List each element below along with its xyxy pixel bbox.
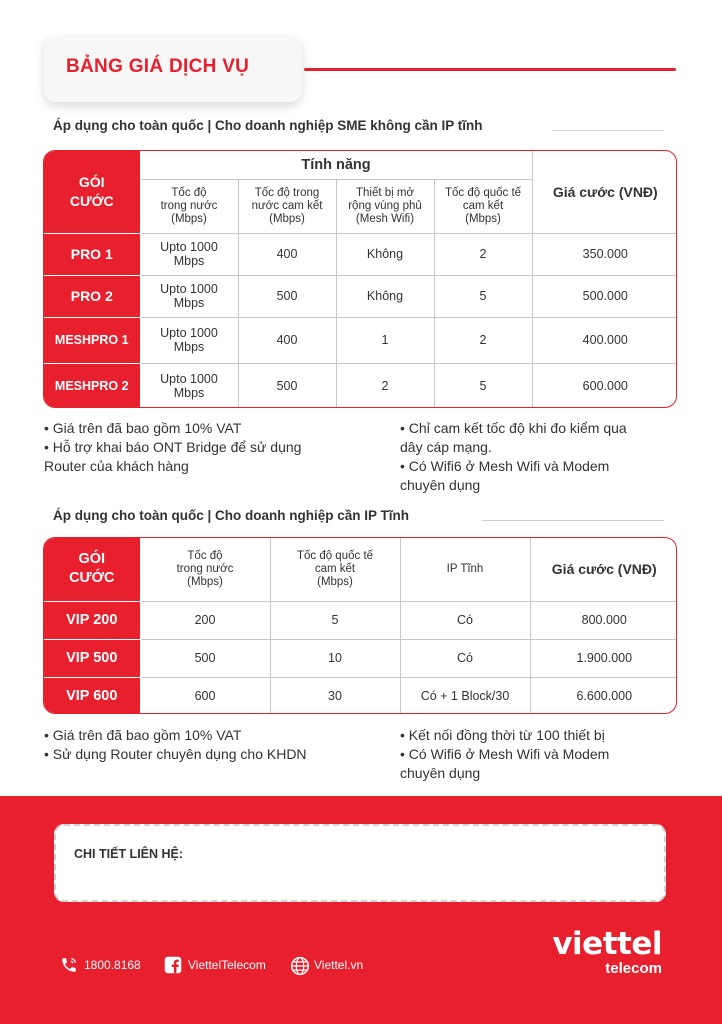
section1-heading: Áp dụng cho toàn quốc | Cho doanh nghiệp SME không cần IP tĩnh <box>53 118 483 133</box>
contact-website[interactable] <box>290 956 363 974</box>
contact-phone[interactable] <box>60 956 141 974</box>
table-cell: 2 <box>434 233 532 275</box>
phone-number: 1800.8168 <box>84 958 141 972</box>
note-item: • Có Wifi6 ở Mesh Wifi và Modem <box>400 458 610 474</box>
table-cell: 2 <box>336 363 434 408</box>
footer <box>0 796 722 1024</box>
price-cell: 350.000 <box>532 233 677 275</box>
table-cell: 5 <box>434 363 532 408</box>
package-name: PRO 1 <box>44 233 140 275</box>
table-cell: 200 <box>140 601 270 639</box>
price-cell: 800.000 <box>530 601 677 639</box>
table-row <box>44 317 677 363</box>
table-cell: Có <box>400 601 530 639</box>
table-cell: 5 <box>270 601 400 639</box>
title-card <box>44 36 302 102</box>
package-name: VIP 600 <box>44 677 140 714</box>
facebook-page: ViettelTelecom <box>188 958 266 972</box>
price-cell: 6.600.000 <box>530 677 677 714</box>
table-cell: 400 <box>238 317 336 363</box>
section1-notes-left <box>44 419 301 476</box>
column-header: Tốc độ trong nước (Mbps) <box>140 179 238 233</box>
note-item: • Sử dụng Router chuyên dụng cho KHDN <box>44 746 307 762</box>
package-name: PRO 2 <box>44 275 140 317</box>
package-header: GÓI CƯỚC <box>44 538 140 601</box>
table-cell: 2 <box>434 317 532 363</box>
section2-notes-left <box>44 726 307 764</box>
note-item: • Chỉ cam kết tốc độ khi đo kiểm qua <box>400 420 627 436</box>
table-cell: Upto 1000 Mbps <box>140 275 238 317</box>
facebook-icon <box>164 956 182 974</box>
table-cell: 500 <box>238 363 336 408</box>
page-title: BẢNG GIÁ DỊCH VỤ <box>66 56 250 77</box>
column-header: IP Tĩnh <box>400 538 530 601</box>
package-name: VIP 200 <box>44 601 140 639</box>
price-header: Giá cước (VNĐ) <box>532 151 677 233</box>
note-item: • Hỗ trợ khai báo ONT Bridge để sử dụng <box>44 439 302 455</box>
price-header: Giá cước (VNĐ) <box>530 538 677 601</box>
price-cell: 400.000 <box>532 317 677 363</box>
table-row <box>44 677 677 714</box>
title-divider <box>304 68 676 71</box>
brand-subname: telecom <box>605 960 662 977</box>
table-cell: Không <box>336 275 434 317</box>
note-item: dây cáp mạng. <box>400 439 492 455</box>
package-name: MESHPRO 1 <box>44 317 140 363</box>
table-row <box>44 233 677 275</box>
price-cell: 600.000 <box>532 363 677 408</box>
table-cell: Có + 1 Block/30 <box>400 677 530 714</box>
table-cell: 500 <box>140 639 270 677</box>
note-item: • Có Wifi6 ở Mesh Wifi và Modem <box>400 746 610 762</box>
table-cell: Upto 1000 Mbps <box>140 317 238 363</box>
note-item: chuyên dụng <box>400 765 481 781</box>
table-cell: 400 <box>238 233 336 275</box>
table-row <box>44 639 677 677</box>
price-cell: 1.900.000 <box>530 639 677 677</box>
note-item: chuyên dụng <box>400 477 481 493</box>
table-cell: Upto 1000 Mbps <box>140 233 238 275</box>
table-cell: Upto 1000 Mbps <box>140 363 238 408</box>
table-row <box>44 275 677 317</box>
globe-icon <box>290 956 308 974</box>
sme-price-table <box>43 150 677 408</box>
contact-label: CHI TIẾT LIÊN HỆ: <box>74 847 184 861</box>
table-cell: 5 <box>434 275 532 317</box>
section2-divider <box>482 520 664 521</box>
price-cell: 500.000 <box>532 275 677 317</box>
table-cell: 30 <box>270 677 400 714</box>
package-header: GÓI CƯỚC <box>44 151 140 233</box>
website-link: Viettel.vn <box>314 958 364 972</box>
column-header: Tốc độ trong nước (Mbps) <box>140 538 270 601</box>
table-cell: Có <box>400 639 530 677</box>
table-row <box>44 363 677 408</box>
static-ip-price-table <box>43 537 677 714</box>
column-header: Thiết bị mở rộng vùng phủ (Mesh Wifi) <box>336 179 434 233</box>
table-cell: Không <box>336 233 434 275</box>
column-header: Tốc độ quốc tế cam kết (Mbps) <box>434 179 532 233</box>
table-cell: 10 <box>270 639 400 677</box>
phone-icon <box>60 956 78 974</box>
viettel-logo <box>528 928 662 978</box>
column-header: Tốc độ quốc tế cam kết (Mbps) <box>270 538 400 601</box>
package-name: MESHPRO 2 <box>44 363 140 408</box>
features-header: Tính năng <box>140 151 532 179</box>
note-item: • Giá trên đã bao gồm 10% VAT <box>44 727 242 743</box>
section1-notes-right <box>400 419 627 495</box>
brand-name: viettel <box>552 926 662 962</box>
table-cell: 500 <box>238 275 336 317</box>
contact-facebook[interactable] <box>164 956 266 974</box>
contact-box[interactable] <box>54 824 666 902</box>
section2-notes-right <box>400 726 609 783</box>
note-item: Router của khách hàng <box>44 458 189 474</box>
section2-heading: Áp dụng cho toàn quốc | Cho doanh nghiệp cần IP Tĩnh <box>53 508 410 523</box>
table-cell: 1 <box>336 317 434 363</box>
note-item: • Kết nối đồng thời từ 100 thiết bị <box>400 727 605 743</box>
note-item: • Giá trên đã bao gồm 10% VAT <box>44 420 242 436</box>
table-cell: 600 <box>140 677 270 714</box>
table-row <box>44 601 677 639</box>
section1-divider <box>552 130 664 131</box>
column-header: Tốc độ trong nước cam kết (Mbps) <box>238 179 336 233</box>
package-name: VIP 500 <box>44 639 140 677</box>
